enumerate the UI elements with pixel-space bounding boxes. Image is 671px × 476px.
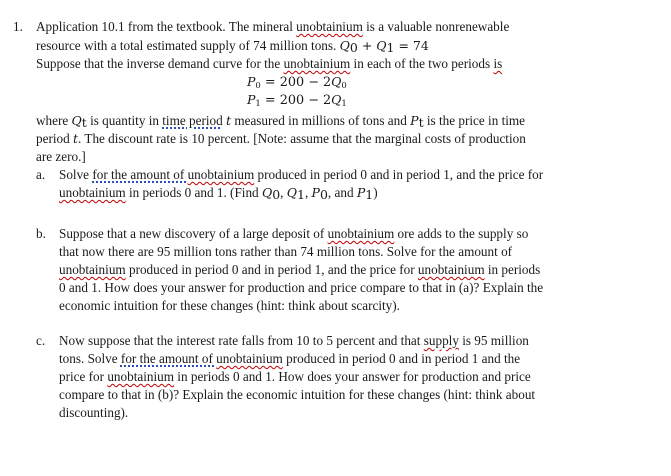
math-sub: 1 [365, 187, 374, 202]
text-span: . The discount rate is 10 percent. [Note: assume that the marginal costs of production [78, 131, 526, 146]
text-span: in periods [484, 262, 541, 277]
grammar-phrase: for the amount of [92, 167, 188, 182]
math-op: = 200 − 2 [260, 75, 332, 90]
math-var: t [73, 131, 79, 146]
math-var: P [247, 92, 256, 107]
spellcheck-word: unobtainium [216, 351, 283, 366]
part-c-line-4: compare to that in (b)? Explain the economic intuition for these changes (hint: think about [59, 387, 536, 402]
spellcheck-word: unobtainium [59, 185, 126, 200]
spellcheck-word: unobtainium [417, 262, 485, 277]
intro-line-1 [36, 19, 509, 35]
text-span: Now suppose that the interest rate falls from 10 to 5 percent and that [59, 333, 424, 348]
part-c-line-3 [59, 369, 531, 385]
question-number: 1. [13, 19, 23, 34]
text-span: produced in period 0 and in period 1, and the price for [254, 167, 544, 182]
math-sub: 1 [296, 187, 305, 202]
text-span: Application 10.1 from the textbook. The mineral [36, 19, 297, 34]
math-var: Q [331, 92, 342, 107]
text-span: tons. Solve [59, 351, 121, 366]
math-sub: 1 [255, 99, 261, 109]
math-sub: 0 [255, 81, 261, 91]
math-op: = 74 [394, 38, 429, 53]
intro-line-6: are zero.] [36, 149, 86, 164]
math-var: P [410, 113, 419, 128]
part-c-line-2 [59, 351, 520, 367]
math-var: Q [261, 185, 273, 200]
text-span: is quantity in [86, 113, 163, 128]
spellcheck-word: is [493, 56, 503, 71]
part-b-line-2: that now there are 95 million tons rather than 74 million tons. Solve for the amount of [59, 244, 513, 259]
math-var: P [247, 74, 256, 89]
text-span: where [36, 113, 72, 128]
intro-line-3 [36, 56, 502, 72]
spellcheck-word: unobtainium [283, 56, 351, 71]
spellcheck-word: unobtainium [327, 226, 395, 241]
part-b-line-5: economic intuition for these changes (hint: think about scarcity). [59, 298, 400, 313]
math-var: Q [71, 113, 82, 128]
math-var: Q [339, 38, 350, 53]
text-span: , [304, 185, 312, 200]
math-var: P [356, 185, 366, 200]
text-span: price for [59, 369, 108, 384]
text-span: in periods 0 and 1. How does your answer for production and price [174, 369, 531, 384]
math-sub: 0 [341, 81, 347, 91]
equation-p1 [247, 92, 347, 109]
text-span: ore adds to the supply so [394, 226, 529, 241]
intro-line-2 [36, 38, 429, 54]
intro-line-4 [36, 113, 525, 129]
text-span: measured in millions of tons and [231, 113, 411, 128]
math-sub: t [81, 115, 87, 130]
math-var: t [226, 113, 232, 128]
part-b-line-4: 0 and 1. How does your answer for production and price compare to that in (a)? Explain the [59, 280, 544, 295]
math-sub: 1 [386, 40, 395, 55]
part-c-label: c. [36, 333, 46, 348]
math-var: Q [331, 74, 342, 89]
math-sub: 0 [272, 187, 281, 202]
text-span: resource with a total estimated supply of 74 million tons. [36, 38, 340, 53]
part-b-line-3 [59, 262, 540, 278]
math-var: P [311, 185, 320, 200]
math-sub: 0 [319, 187, 328, 202]
math-var: Q [286, 185, 297, 200]
math-var: Q [376, 38, 387, 53]
part-a-label: a. [36, 167, 46, 182]
math-sub: 0 [349, 40, 358, 55]
part-c-line-1 [59, 333, 529, 349]
text-span: produced in period 0 and in period 1 and the [282, 351, 521, 366]
text-span: in periods 0 and 1. (Find [125, 185, 262, 200]
grammar-phrase: time period [162, 113, 223, 128]
math-op: + [357, 38, 377, 53]
math-op: = 200 − 2 [260, 93, 332, 108]
spellcheck-word: supply [423, 333, 459, 348]
spellcheck-word: unobtainium [107, 369, 174, 384]
part-a-line-2 [59, 185, 378, 201]
math-sub: t [418, 115, 424, 130]
text-span: period [36, 131, 73, 146]
part-b-label: b. [36, 226, 46, 241]
text-span: ) [373, 185, 378, 200]
text-span: , [280, 185, 287, 200]
text-span: , and [327, 185, 357, 200]
text-span: is 95 million [458, 333, 529, 348]
text-span: Suppose that a new discovery of a large deposit of [59, 226, 328, 241]
equation-p0 [247, 74, 347, 91]
grammar-phrase: for the amount of [120, 351, 217, 366]
intro-line-5 [36, 131, 526, 147]
text-span: in each of the two periods [350, 56, 494, 71]
text-span: is a valuable nonrenewable [362, 19, 510, 34]
part-c-line-5: discounting). [59, 405, 129, 420]
part-a-line-1 [59, 167, 543, 183]
text-span: Solve [59, 167, 93, 182]
spellcheck-word: unobtainium [187, 167, 255, 182]
part-b-line-1 [59, 226, 528, 242]
math-sub: 1 [341, 99, 347, 109]
spellcheck-word: unobtainium [296, 19, 363, 34]
spellcheck-word: unobtainium [59, 262, 126, 277]
text-span: produced in period 0 and in period 1, and the price for [125, 262, 418, 277]
text-span: is the price in time [423, 113, 526, 128]
text-span: Suppose that the inverse demand curve for the [36, 56, 284, 71]
